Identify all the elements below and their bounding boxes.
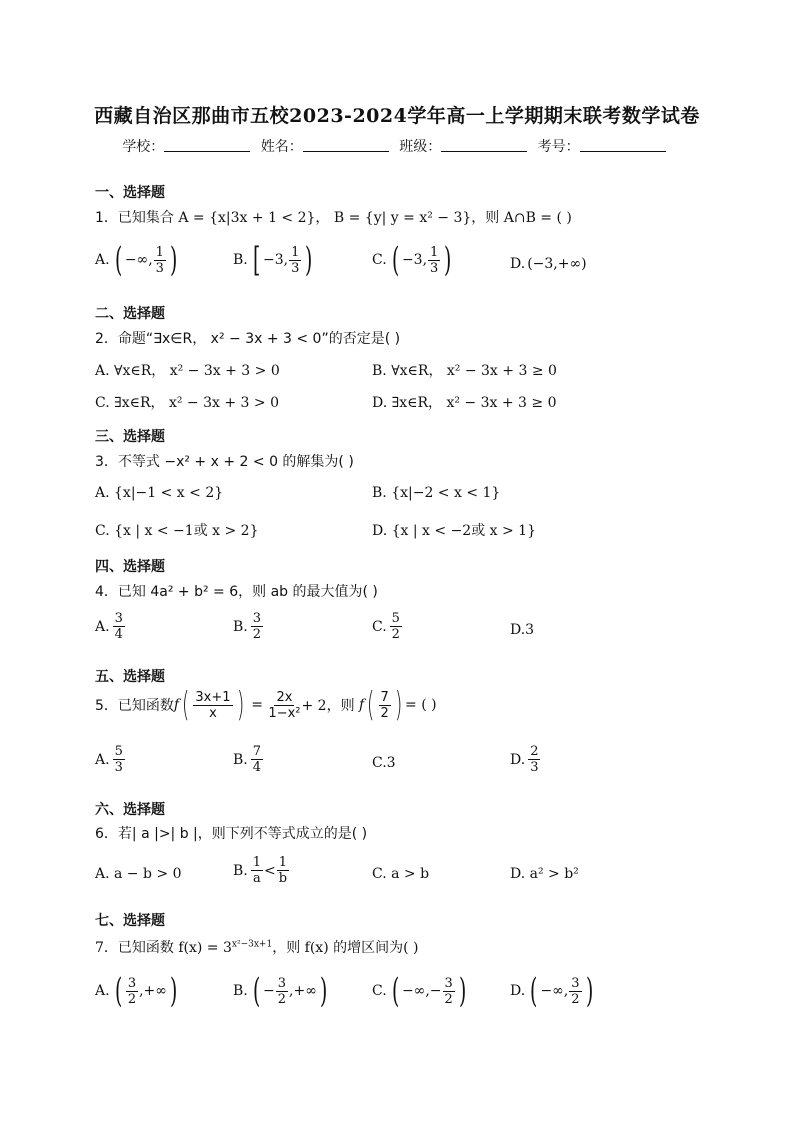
q1-option-d[interactable] bbox=[510, 256, 587, 272]
exam-title: 西藏自治区那曲市五校2023-2024学年高一上学期期末联考数学试卷 bbox=[94, 105, 700, 127]
q5-option-c[interactable]: C.3 bbox=[372, 755, 396, 771]
option-text: −∞, bbox=[124, 252, 153, 268]
option-label: A. bbox=[95, 252, 110, 268]
option-text: −∞,− bbox=[401, 983, 442, 999]
fraction: $\frac{3x+1}{x}$ bbox=[195, 689, 231, 721]
option-text: ,+∞ bbox=[139, 983, 167, 999]
q7-option-b[interactable]: B. ( − $\frac{3}{2}$ ,+∞ ) bbox=[233, 971, 328, 1011]
q5-prefix: 5．已知函数 bbox=[95, 698, 174, 714]
q1-prefix: 1．已知集合 bbox=[95, 210, 174, 226]
fraction: $\frac{1}{b}$ bbox=[278, 855, 288, 886]
option-label: C. bbox=[372, 618, 387, 635]
q5-option-d[interactable] bbox=[510, 744, 541, 775]
fraction: $\frac{7}{4}$ bbox=[252, 744, 262, 775]
fraction: $\frac{1}{3}$ bbox=[155, 244, 164, 276]
q6-option-b[interactable] bbox=[233, 855, 290, 886]
fraction: $\frac{7}{2}$ bbox=[380, 689, 389, 721]
fraction: $\frac{3}{4}$ bbox=[114, 611, 123, 642]
section-heading-7: 七、选择题 bbox=[95, 913, 165, 929]
q2-option-b[interactable]: B. ∀x∈R， x² − 3x + 3 ≥ 0 bbox=[372, 363, 557, 379]
option-text: ,+∞ bbox=[289, 983, 317, 999]
fraction: $\frac{3}{2}$ bbox=[127, 975, 137, 1007]
q1-option-b[interactable]: B. [ −3, $\frac{1}{3}$ ) bbox=[233, 240, 313, 280]
less-than: < bbox=[264, 862, 276, 879]
question-5-stem: 5．已知函数 f ( $\frac{3x+1}{x}$ ) = $\frac{2x}{\text{1−x²}}$ + 2，则 f ( $\frac{7}{2}$ ) = ( ) bbox=[95, 685, 437, 725]
q1-option-a[interactable]: A. ( −∞, $\frac{1}{3}$ ) bbox=[95, 240, 178, 280]
q6-option-a[interactable]: A. a − b > 0 bbox=[95, 866, 182, 882]
option-label: A. bbox=[95, 983, 110, 999]
q2-option-c[interactable]: C. ∃x∈R， x² − 3x + 3 > 0 bbox=[95, 395, 279, 411]
fraction: $\frac{3}{2}$ bbox=[252, 611, 262, 642]
section-heading-5: 五、选择题 bbox=[95, 669, 165, 685]
q3-option-c[interactable]: C. {x | x < −1或 x > 2} bbox=[95, 523, 259, 539]
option-label: C. bbox=[372, 983, 387, 999]
q7-exponent: x²−3x+1 bbox=[231, 939, 273, 950]
q7-option-d[interactable]: D. ( −∞, $\frac{3}{2}$ ) bbox=[510, 971, 593, 1011]
fraction: $\frac{3}{2}$ bbox=[277, 975, 287, 1007]
q5-option-a[interactable] bbox=[95, 744, 126, 775]
name-label: 姓名： bbox=[260, 139, 303, 155]
q5-option-b[interactable] bbox=[233, 744, 264, 775]
q1-set-b: B = {y| y = x² − 3} bbox=[333, 210, 472, 226]
q1-sep: ， bbox=[315, 210, 330, 226]
q7-suffix: ，则 f(x) 的增区间为( ) bbox=[272, 940, 419, 956]
question-1-stem bbox=[95, 207, 572, 227]
q3-option-a[interactable]: A. {x|−1 < x < 2} bbox=[95, 485, 224, 501]
section-heading-3: 三、选择题 bbox=[95, 429, 165, 445]
q7-prefix: 7．已知函数 f(x) = 3 bbox=[95, 940, 232, 956]
class-label: 班级： bbox=[399, 139, 442, 155]
option-label: B. bbox=[233, 252, 248, 268]
option-text: −∞, bbox=[540, 983, 569, 999]
option-text: −3, bbox=[401, 252, 428, 268]
q1-option-c[interactable]: C. ( −3, $\frac{1}{3}$ ) bbox=[372, 240, 452, 280]
option-label: D. bbox=[510, 983, 526, 999]
q7-option-a[interactable]: A. ( $\frac{3}{2}$ ,+∞ ) bbox=[95, 971, 178, 1011]
section-heading-2: 二、选择题 bbox=[95, 306, 165, 322]
q4-option-a[interactable] bbox=[95, 611, 126, 642]
fraction: $\frac{1}{3}$ bbox=[291, 244, 300, 276]
fraction: $\frac{5}{2}$ bbox=[391, 611, 400, 642]
school-blank[interactable] bbox=[164, 139, 250, 152]
fraction: $\frac{1}{3}$ bbox=[430, 244, 439, 276]
name-blank[interactable] bbox=[303, 139, 389, 152]
question-2-stem: 2．命题“∃x∈R， x² − 3x + 3 < 0”的否定是( ) bbox=[95, 331, 401, 347]
section-heading-6: 六、选择题 bbox=[95, 802, 165, 818]
fraction: $\frac{3}{2}$ bbox=[571, 975, 580, 1007]
fraction: $\frac{5}{3}$ bbox=[114, 744, 123, 775]
question-7-stem bbox=[95, 937, 418, 957]
option-label: B. bbox=[233, 751, 248, 768]
q6-option-c[interactable]: C. a > b bbox=[372, 866, 430, 882]
option-label: D. bbox=[510, 751, 526, 768]
id-label: 考号： bbox=[537, 139, 580, 155]
q2-option-d[interactable]: D. ∃x∈R， x² − 3x + 3 ≥ 0 bbox=[372, 395, 557, 411]
q3-option-b[interactable]: B. {x|−2 < x < 1} bbox=[372, 485, 501, 501]
q5-suffix: = ( ) bbox=[405, 697, 437, 713]
section-heading-4: 四、选择题 bbox=[95, 559, 165, 575]
question-6-stem: 6．若| a |>| b |，则下列不等式成立的是( ) bbox=[95, 826, 368, 842]
option-label: C. bbox=[372, 252, 387, 268]
fraction: $\frac{2}{3}$ bbox=[530, 744, 539, 775]
q6-option-d[interactable]: D. a² > b² bbox=[510, 866, 579, 882]
option-text: (−3,+∞) bbox=[527, 256, 587, 272]
fraction: $\frac{3}{2}$ bbox=[444, 975, 453, 1007]
student-info-line bbox=[0, 136, 794, 156]
q4-option-d[interactable]: D.3 bbox=[510, 622, 535, 638]
class-blank[interactable] bbox=[441, 139, 527, 152]
option-label: A. bbox=[95, 618, 110, 635]
q5-plus: + 2，则 bbox=[301, 698, 355, 714]
q3-option-d[interactable]: D. {x | x < −2或 x > 1} bbox=[372, 523, 537, 539]
q7-option-c[interactable]: C. ( −∞,− $\frac{3}{2}$ ) bbox=[372, 971, 467, 1011]
id-blank[interactable] bbox=[580, 139, 666, 152]
question-4-stem: 4．已知 4a² + b² = 6，则 ab 的最大值为( ) bbox=[95, 584, 378, 600]
option-label: A. bbox=[95, 751, 110, 768]
option-text: − bbox=[263, 983, 275, 999]
fraction: $\frac{1}{a}$ bbox=[252, 855, 262, 886]
q4-option-c[interactable] bbox=[372, 611, 403, 642]
q2-option-a[interactable]: A. ∀x∈R， x² − 3x + 3 > 0 bbox=[95, 363, 280, 379]
section-heading-1: 一、选择题 bbox=[95, 185, 165, 201]
option-label: B. bbox=[233, 983, 248, 999]
q1-suffix: ，则 A∩B = ( ) bbox=[471, 210, 572, 226]
option-text: −3, bbox=[263, 252, 289, 268]
question-3-stem: 3．不等式 −x² + x + 2 < 0 的解集为( ) bbox=[95, 454, 354, 470]
option-label: D. bbox=[510, 256, 526, 272]
school-label: 学校： bbox=[122, 139, 165, 155]
q1-set-a: A = {x|3x + 1 < 2} bbox=[178, 210, 316, 226]
q4-option-b[interactable] bbox=[233, 611, 264, 642]
fraction: $\frac{2x}{\text{1−x²}}$ bbox=[268, 689, 301, 721]
option-label: B. bbox=[233, 862, 248, 879]
option-label: B. bbox=[233, 618, 248, 635]
